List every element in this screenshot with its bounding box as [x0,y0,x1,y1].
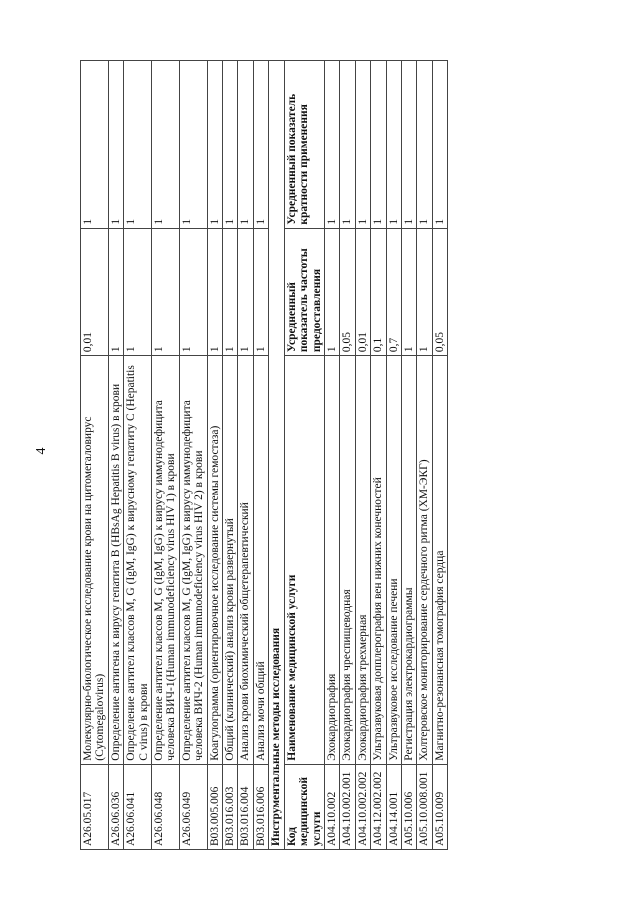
cell-name: Определение антител классов М, G (IgM, IgG) к вирусу иммунодефицита человека ВИЧ-1(Human immunodeficiency virus HIV 1) в крови [152,356,180,765]
cell-freq: 0,01 [81,228,109,355]
table-row [417,61,432,850]
column-header-row [284,61,324,850]
cell-code: A26.06.049 [179,764,207,849]
table-row [371,61,386,850]
cell-mult: 1 [401,61,416,229]
cell-mult: 1 [355,61,370,229]
cell-name: Коагулограмма (ориентировочное исследование системы гемостаза) [207,356,222,765]
cell-mult: 1 [81,61,109,229]
page-number: 4 [34,447,49,455]
cell-code: A05.10.006 [401,764,416,849]
services-table [80,60,448,850]
cell-code: A04.10.002 [324,764,339,849]
cell-freq: 0,7 [386,228,401,355]
cell-freq: 1 [124,228,152,355]
cell-freq: 1 [401,228,416,355]
cell-mult: 1 [253,61,268,229]
cell-mult: 1 [432,61,447,229]
table-row [238,61,253,850]
rotated-page [80,60,580,850]
cell-code: A04.10.002.002 [355,764,370,849]
section-header [269,61,325,850]
cell-freq: 1 [417,228,432,355]
cell-name: Холтеровское мониторирование сердечного ритма (ХМ-ЭКГ) [417,356,432,765]
cell-name: Эхокардиография чреспищеводная [340,356,355,765]
cell-freq: 1 [108,228,123,355]
table-row [152,61,180,850]
table-row [253,61,268,850]
cell-freq: 1 [179,228,207,355]
header-mult: Усредненный показатель кратности применения [284,61,324,229]
cell-code: A26.05.017 [81,764,109,849]
cell-code: A04.12.002.002 [371,764,386,849]
table-row [223,61,238,850]
cell-name: Определение антител классов М, G (IgM, IgG) к вирусному гепатиту С (Hepatitis С virus) в крови [124,356,152,765]
table-row [432,61,447,850]
cell-freq: 0,1 [371,228,386,355]
cell-name: Ультразвуковая допплерография вен нижних конечностей [371,356,386,765]
cell-freq: 1 [324,228,339,355]
table-row [179,61,207,850]
cell-freq: 0,01 [355,228,370,355]
cell-mult: 1 [417,61,432,229]
section-title: Инструментальные методы исследования [269,61,284,850]
cell-code: A26.06.048 [152,764,180,849]
cell-code: B03.016.004 [238,764,253,849]
cell-code: A04.14.001 [386,764,401,849]
cell-code: B03.016.003 [223,764,238,849]
table-row [124,61,152,850]
cell-name: Определение антигена к вирусу гепатита В (HBsAg Hepatitis В virus) в крови [108,356,123,765]
cell-mult: 1 [152,61,180,229]
cell-code: B03.016.006 [253,764,268,849]
cell-freq: 0,05 [340,228,355,355]
cell-freq: 1 [238,228,253,355]
table-row [401,61,416,850]
cell-code: A26.06.041 [124,764,152,849]
cell-freq: 1 [152,228,180,355]
table-row [207,61,222,850]
cell-mult: 1 [124,61,152,229]
cell-mult: 1 [207,61,222,229]
cell-mult: 1 [324,61,339,229]
cell-name: Регистрация электрокардиограммы [401,356,416,765]
cell-freq: 1 [223,228,238,355]
table-row [355,61,370,850]
cell-mult: 1 [371,61,386,229]
cell-mult: 1 [179,61,207,229]
cell-code: A05.10.009 [432,764,447,849]
cell-name: Эхокардиография [324,356,339,765]
cell-mult: 1 [238,61,253,229]
cell-name: Анализ мочи общий [253,356,268,765]
cell-code: A05.10.008.001 [417,764,432,849]
cell-name: Магнитно-резонансная томография сердца [432,356,447,765]
cell-name: Анализ крови биохимический общетерапевтический [238,356,253,765]
table-row [324,61,339,850]
header-freq: Усредненный показатель частоты предоставления [284,228,324,355]
cell-mult: 1 [223,61,238,229]
cell-name: Эхокардиография трехмерная [355,356,370,765]
lab-rows [81,61,269,850]
instr-rows [324,61,447,850]
table-row [81,61,109,850]
cell-code: A26.06.036 [108,764,123,849]
cell-mult: 1 [340,61,355,229]
cell-name: Молекулярно-биологическое исследование крови на цитомегаловирус (Cytomegalovirus) [81,356,109,765]
rotated-content [80,60,580,850]
cell-code: A04.10.002.001 [340,764,355,849]
cell-name: Общий (клинический) анализ крови развернутый [223,356,238,765]
cell-freq: 0,05 [432,228,447,355]
cell-code: B03.005.006 [207,764,222,849]
header-name: Наименование медицинской услуги [284,356,324,765]
table-row [386,61,401,850]
table-row [108,61,123,850]
cell-name: Определение антител классов М, G (IgM, IgG) к вирусу иммунодефицита человека ВИЧ-2 (Human immunodeficiency virus HIV 2) в крови [179,356,207,765]
cell-mult: 1 [108,61,123,229]
table-row [340,61,355,850]
cell-name: Ультразвуковое исследование печени [386,356,401,765]
section-row [269,61,284,850]
cell-mult: 1 [386,61,401,229]
cell-freq: 1 [207,228,222,355]
header-code: Код медицинской услуги [284,764,324,849]
cell-freq: 1 [253,228,268,355]
